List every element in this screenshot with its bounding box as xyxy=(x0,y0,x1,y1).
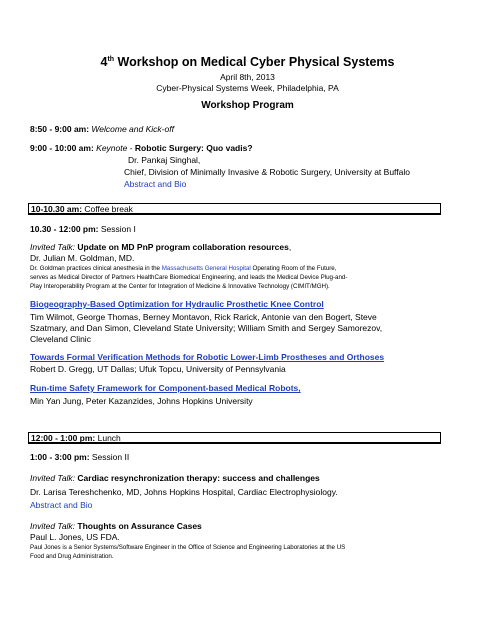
invited-talk-2: Invited Talk: Cardiac resynchronization therapy: success and challenges xyxy=(30,473,320,483)
session1-row: 10.30 - 12:00 pm: Session I xyxy=(30,224,136,234)
invited-talk-1-bio-3: Play Interoperability Program at the Center for Integration of Medicine & Innovative Technology (CIMIT/MGH). xyxy=(30,283,330,290)
invited-talk-3-speaker: Paul L. Jones, US FDA. xyxy=(30,532,120,542)
coffee-break-bar: 10-10.30 am: Coffee break xyxy=(28,203,441,215)
invited-talk-3-bio-1: Paul Jones is a Senior Systems/Software Engineer in the Office of Science and Engineering Laboratories at the US xyxy=(30,544,346,551)
invited-talk-1-bio-2: serves as Medical Director of Partners HealthCare Biomedical Engineering, and leads the Medical Device Plug-and- xyxy=(30,274,348,281)
program-heading: Workshop Program xyxy=(201,100,294,111)
paper-1-authors-1: Tim Wilmot, George Thomas, Berney Montavon, Rick Rarick, Antonie van den Bogert, Steve xyxy=(30,312,377,322)
invited-talk-3: Invited Talk: Thoughts on Assurance Cases xyxy=(30,521,202,531)
invited-talk-2-speaker: Dr. Larisa Tereshchenko, MD, Johns Hopkins Hospital, Cardiac Electrophysiology. xyxy=(30,487,338,497)
invited-talk-1-bio-1: Dr. Goldman practices clinical anesthesia in the Massachusetts General Hospital Operating Room of the Future, xyxy=(30,265,337,272)
keynote-speaker: Dr. Pankaj Singhal, xyxy=(128,155,201,165)
paper-1-authors-2: Szatmary, and Dan Simon, Cleveland State University; William Smith and Sergey Samorezov, xyxy=(30,323,383,333)
paper-1-title[interactable]: Biogeography-Based Optimization for Hydraulic Prosthetic Knee Control xyxy=(30,299,324,309)
invited-talk-3-bio-2: Food and Drug Administration. xyxy=(30,553,114,560)
paper-3-authors: Min Yan Jung, Peter Kazanzides, Johns Hopkins University xyxy=(30,396,253,406)
invited-talk-1-speaker: Dr. Julian M. Goldman, MD. xyxy=(30,253,135,263)
invited-talk-1: Invited Talk: Update on MD PnP program collaboration resources, xyxy=(30,242,292,252)
paper-2-authors: Robert D. Gregg, UT Dallas; Ufuk Topcu, University of Pennsylvania xyxy=(30,364,286,374)
event-venue: Cyber-Physical Systems Week, Philadelphia, PA xyxy=(156,83,339,93)
event-date: April 8th, 2013 xyxy=(220,72,275,82)
keynote-affiliation: Chief, Division of Minimally Invasive & Robotic Surgery, University at Buffalo xyxy=(124,167,410,177)
kickoff-row: 8:50 - 9:00 am: Welcome and Kick-off xyxy=(30,124,174,134)
keynote-row: 9:00 - 10:00 am: Keynote - Robotic Surgery: Quo vadis? xyxy=(30,143,253,153)
paper-3-title[interactable]: Run-time Safety Framework for Component-based Medical Robots, xyxy=(30,383,301,393)
invited-talk-2-abstract-link[interactable]: Abstract and Bio xyxy=(30,500,93,510)
mgh-link[interactable]: Massachusetts General Hospital xyxy=(161,265,251,272)
page-title: 4th Workshop on Medical Cyber Physical Systems xyxy=(100,55,395,69)
lunch-bar: 12:00 - 1:00 pm: Lunch xyxy=(28,432,441,444)
paper-1-authors-3: Cleveland Clinic xyxy=(30,334,91,344)
session2-row: 1:00 - 3:00 pm: Session II xyxy=(30,452,130,462)
keynote-abstract-link[interactable]: Abstract and Bio xyxy=(124,179,187,189)
paper-2-title[interactable]: Towards Formal Verification Methods for Robotic Lower-Limb Prostheses and Orthoses xyxy=(30,352,385,362)
